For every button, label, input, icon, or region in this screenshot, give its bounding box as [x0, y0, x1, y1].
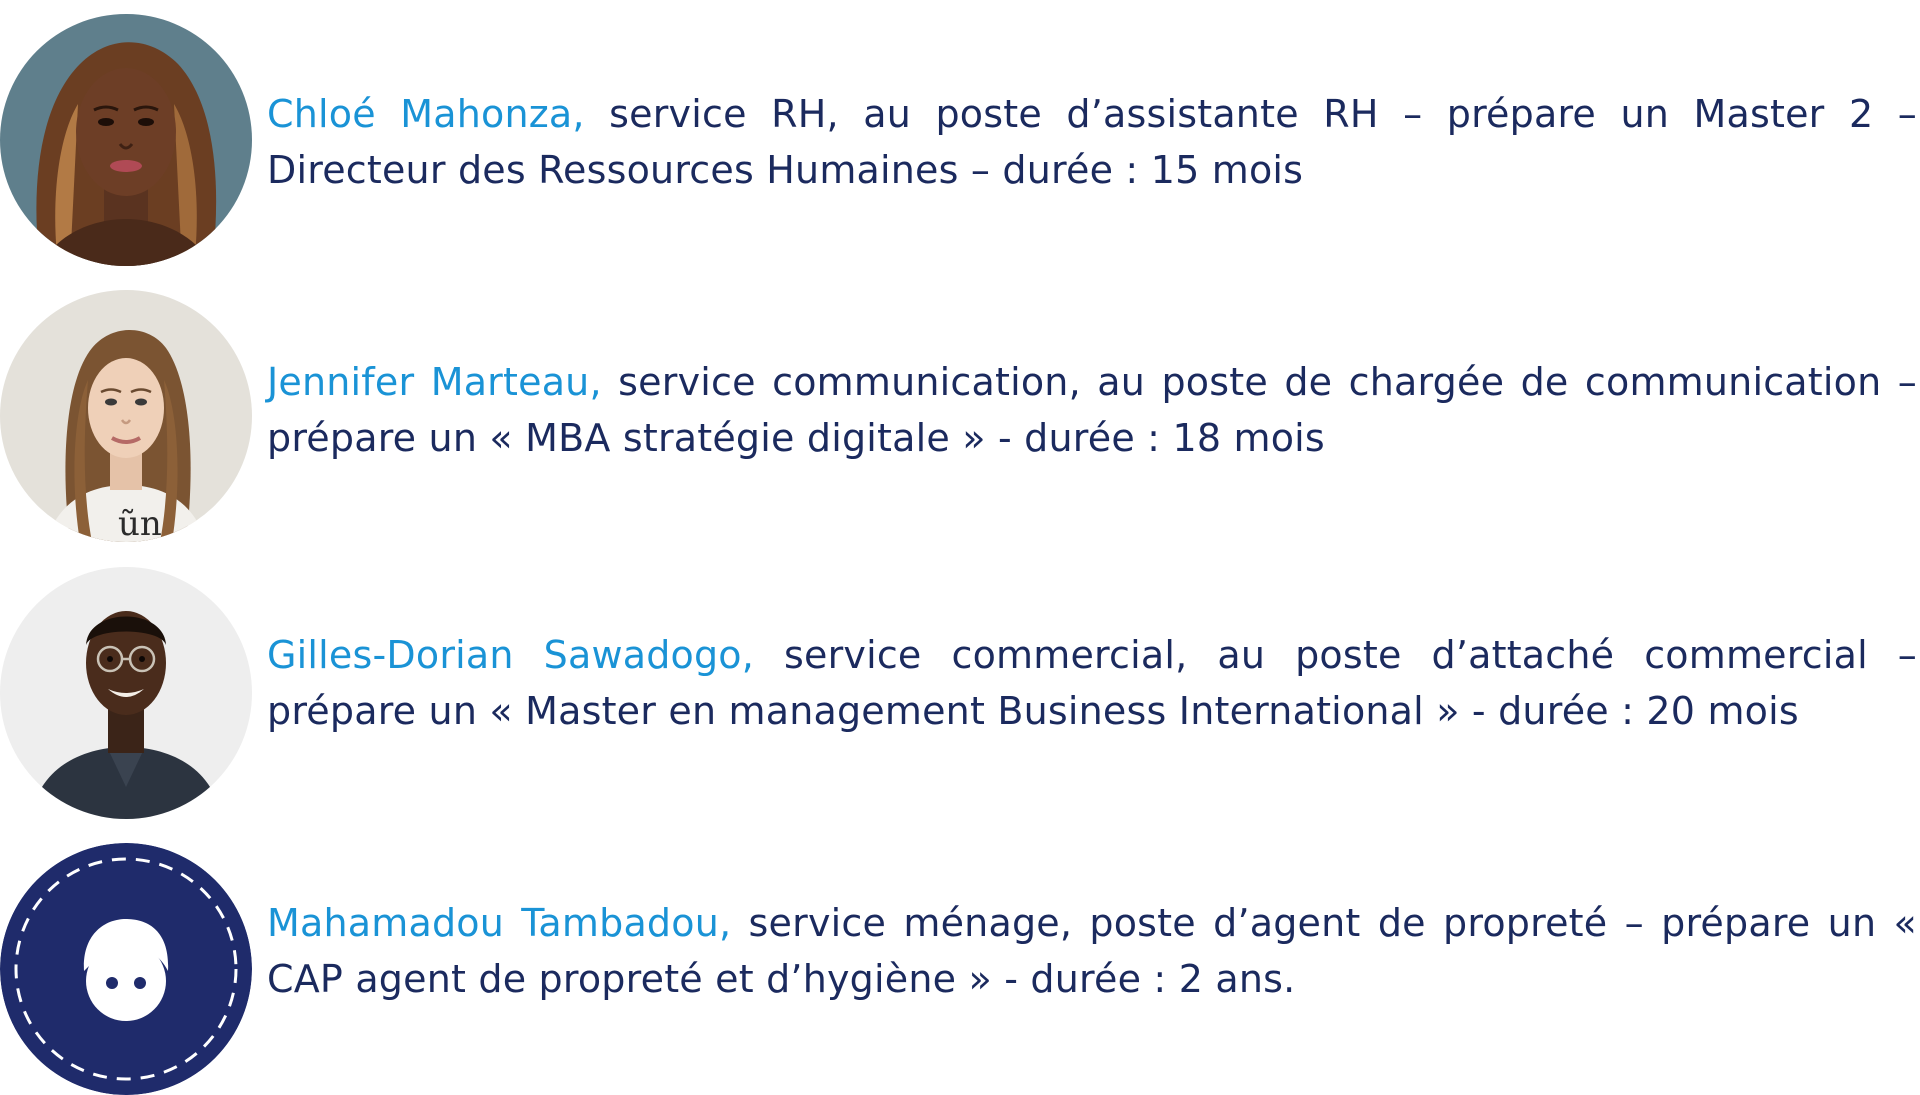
avatar-photo-jennifer: [0, 290, 252, 542]
svg-text:ũn: ũn: [118, 504, 162, 542]
avatar-photo-gilles: [0, 567, 252, 819]
trainee-name: Jennifer Marteau,: [267, 360, 602, 404]
trainee-name: Chloé Mahonza,: [267, 92, 585, 136]
trainee-description: [267, 86, 1917, 198]
person-placeholder-icon: [0, 843, 252, 1095]
list-item: [0, 290, 1920, 542]
trainee-details: service RH, au poste d’assistante RH – prépare un Master 2 – Directeur des Ressources Humaines – durée : 15 mois: [267, 92, 1917, 192]
avatar: [0, 14, 252, 266]
trainee-description: [267, 627, 1917, 739]
avatar: [0, 290, 252, 542]
trainee-description: [267, 895, 1917, 1007]
avatar-photo-chloe: [0, 14, 252, 266]
trainee-details: service ménage, poste d’agent de propreté – prépare un « CAP agent de propreté et d’hygiène » - durée : 2 ans.: [267, 901, 1917, 1001]
trainee-name: Mahamadou Tambadou,: [267, 901, 732, 945]
trainee-details: service commercial, au poste d’attaché commercial – prépare un « Master en management Business International » - durée : 20 mois: [267, 633, 1917, 733]
trainee-details: service communication, au poste de chargée de communication – prépare un « MBA stratégie digitale » - durée : 18 mois: [267, 360, 1918, 460]
list-item: [0, 567, 1920, 819]
trainee-description: [267, 354, 1917, 466]
list-item: [0, 14, 1920, 266]
list-item: [0, 843, 1920, 1095]
avatar: [0, 843, 252, 1095]
trainee-name: Gilles-Dorian Sawadogo,: [267, 633, 755, 677]
avatar: [0, 567, 252, 819]
